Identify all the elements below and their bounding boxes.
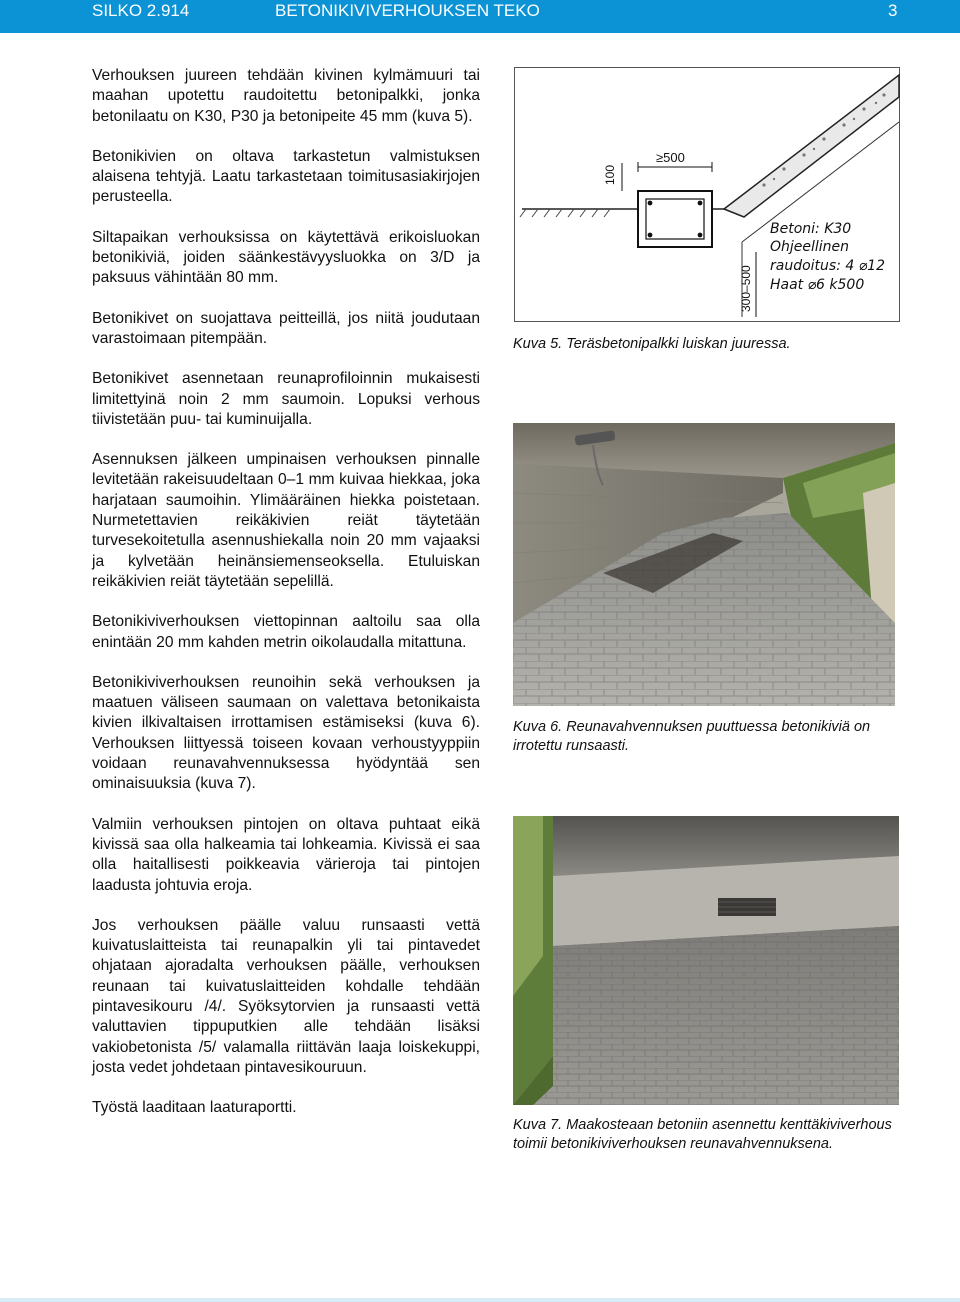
caption-kuva6: Kuva 6. Reunavahvennuksen puuttuessa betonikiviä on irrotettu runsaasti. [513, 719, 871, 754]
drawing-note: Betoni: K30 [770, 221, 852, 237]
figure-kuva7 [513, 816, 899, 1105]
paragraph: Betonikivet asennetaan reunaprofiloinnin mukaisesti limitettyinä noin 2 mm saumoin. Lopuksi verhous tiivistetään puu- tai kuminuijalla. [92, 370, 480, 428]
paragraph: Asennuksen jälkeen umpinaisen verhouksen pinnalle levitetään rakeisuudeltaan 0–1 mm kuivaa hiekkaa, joka harjataan saumoihin. Ylimääräinen hiekka poistetaan. Nurmetettavien reikäkivien reiät täytetään turvesekoitetulla asennushiekalla noin 20 mm vajaaksi ja kylvetään heinänsiemenseoksella. Etuluiskan reikäkivien reiät täytetään sepelillä. [92, 451, 480, 590]
footer-rule [0, 1298, 960, 1302]
caption-kuva7: Kuva 7. Maakosteaan betoniin asennettu kenttäkiviverhous toimii betonikiviverhouksen reunavahvennuksena. [513, 1117, 892, 1152]
paragraph: Jos verhouksen päälle valuu runsaasti vettä kuivatuslaitteista tai reunapalkin yli tai pintavedet ohjataan ajoradalta verhouksen päälle, verhouksen reunaan tai kuivatuslaitteiden kohdalle tehdään pintavesikouru /4/. Syöksytorvien ja runsaasti vettä valuttavien tippuputkien alle tehdään lisäksi vakiobetonista /5/ valamalla riittävän laaja loiskekuppi, josta vedet johdetaan pintavesikouruun. [92, 916, 480, 1076]
caption-kuva5: Kuva 5. Teräsbetonipalkki luiskan juuressa. [513, 336, 791, 352]
dimension-depth-label: 300–500 [739, 265, 753, 312]
paragraph: Siltapaikan verhouksissa on käytettävä erikoisluokan betonikiviä, joiden säänkestävyysluokka on 3/D ja paksuus vähintään 80 mm. [92, 228, 480, 287]
drawing-note: Haat ⌀6 k500 [770, 277, 865, 293]
paragraph: Verhouksen juureen tehdään kivinen kylmämuuri tai maahan upotettu raudoitettu betonipalkki, jonka betonilaatu on K30, P30 ja betonipeite 45 mm (kuva 5). [92, 67, 480, 125]
drawing-note: raudoitus: 4 ⌀12 [770, 258, 885, 274]
figure-kuva5 [514, 67, 900, 322]
dimension-width-label: ≥500 [656, 150, 685, 165]
drawing-note: Ohjeellinen [770, 239, 850, 255]
body-text-column [92, 66, 480, 1118]
dimension-height-label: 100 [603, 164, 617, 185]
page-number: 3 [888, 1, 898, 20]
page-header [0, 0, 960, 33]
section-number: SILKO 2.914 [92, 1, 190, 20]
document-title: BETONIKIVIVERHOUKSEN TEKO [275, 1, 540, 20]
paragraph: Betonikiviverhouksen reunoihin sekä verhouksen ja maatuen väliseen saumaan on valettava betonikaista kivien ilkivaltaisen irrottamisen estämiseksi (kuva 6). Verhouksen liittyessä toiseen kovaan verhoustyyppiin voidaan reunavahvennuksessa hyödyntää sen ominaisuuksia (kuva 7). [92, 673, 480, 793]
paragraph: Betonikiviverhouksen viettopinnan aaltoilu saa olla enintään 20 mm kahden metrin oikolaudalla mitattuna. [92, 613, 480, 651]
paragraph: Betonikivet on suojattava peitteillä, jos niitä joudutaan varastoimaan pitempään. [92, 309, 480, 347]
photo-slope-under-bridge [513, 423, 895, 706]
paragraph: Työstä laaditaan laaturaportti. [92, 1099, 297, 1117]
paragraph: Betonikivien on oltava tarkastetun valmistuksen alaisena tehtyjä. Laatu tarkastetaan toimitusasiakirjojen perusteella. [92, 147, 480, 206]
figure-kuva6 [513, 423, 895, 706]
beam-drawing [514, 67, 900, 322]
photo-paved-area-under-bridge [513, 816, 899, 1105]
paragraph: Valmiin verhouksen pintojen on oltava puhtaat eikä kivissä saa olla halkeamia tai lohkeamia. Kivissä ei saa olla haitallisesti poikkeavia värieroja tai pintojen laadusta johtuvia eroja. [92, 815, 480, 894]
